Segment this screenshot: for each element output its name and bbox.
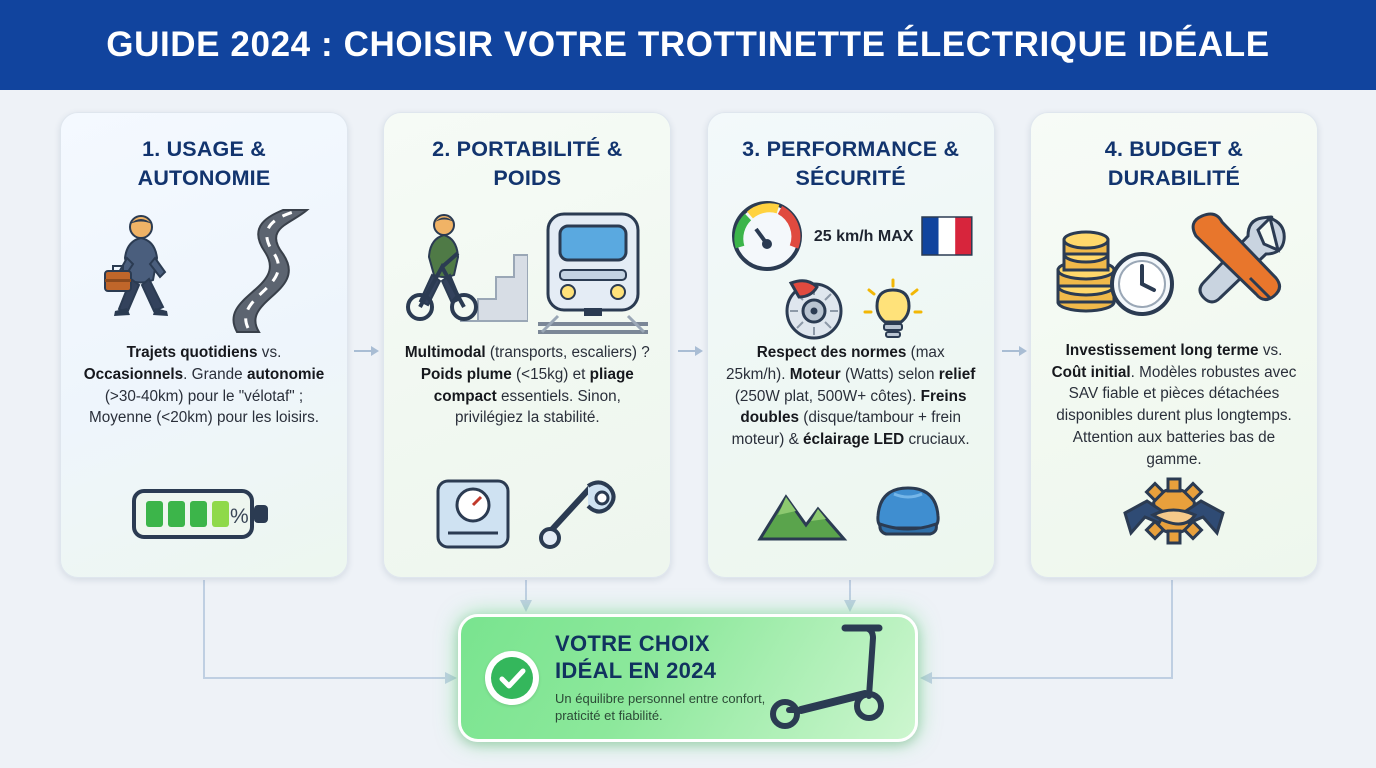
card-footer-icons xyxy=(724,469,978,565)
card-description: Respect des normes (max 25km/h). Moteur (Watts) selon relief (250W plat, 500W+ côtes). Freins doubles (disque/tambour + frein moteur) & éclairage LED cruciaux. xyxy=(725,344,976,449)
card-description: Multimodal (transports, escaliers) ? Poids plume (<15kg) et pliage compact essentiels. Sinon, privilégiez la stabilité. xyxy=(404,344,650,427)
card-description: Investissement long terme vs. Coût initial. Modèles robustes avec SAV fiable et pièces détachées disponibles durent plus longtemps. Attention aux batteries bas de gamme. xyxy=(1051,342,1297,468)
card-portabilite-poids[interactable] xyxy=(383,112,671,578)
card-title: 3. PERFORMANCE & SÉCURITÉ xyxy=(742,137,960,190)
card-footer-icons xyxy=(77,469,331,565)
mountain-icon xyxy=(756,481,848,547)
coins-stack-icon xyxy=(1050,208,1180,332)
person-carrying-scooter-stairs-icon xyxy=(402,209,528,333)
card-illustration xyxy=(400,200,654,342)
french-flag-icon xyxy=(921,216,973,256)
wrench-screwdriver-icon xyxy=(1186,210,1298,330)
commuter-walking-icon xyxy=(97,211,193,331)
speed-limit-label: 25 km/h MAX xyxy=(813,227,914,245)
card-budget-durabilite[interactable] xyxy=(1030,112,1318,578)
card-illustration xyxy=(77,200,331,342)
header-banner xyxy=(0,0,1376,90)
card-illustration xyxy=(1047,200,1301,340)
card-footer-icons xyxy=(400,469,654,565)
card-usage-autonomie[interactable] xyxy=(60,112,348,578)
folding-scooter-icon xyxy=(536,474,622,554)
battery-percent-icon xyxy=(130,481,278,547)
card-title: 1. USAGE & AUTONOMIE xyxy=(137,137,271,190)
result-title: VOTRE CHOIX IDÉAL EN 2024 xyxy=(555,631,717,683)
train-icon xyxy=(534,208,652,334)
brake-disc-icon xyxy=(779,277,849,343)
handshake-gear-icon xyxy=(1119,475,1229,555)
speed-gauge-icon xyxy=(728,199,806,273)
svg-text:%: % xyxy=(230,505,249,528)
card-description: Trajets quotidiens vs. Occasionnels. Grande autonomie (>30-40km) pour le "vélotaf" ; Moyenne (<20km) pour les loisirs. xyxy=(83,344,325,427)
page-title: GUIDE 2024 : CHOISIR VOTRE TROTTINETTE ÉLECTRIQUE IDÉALE xyxy=(106,25,1270,64)
led-bulb-icon xyxy=(863,278,923,342)
winding-road-icon xyxy=(199,208,311,334)
weight-scale-icon xyxy=(432,473,514,555)
result-subtitle: Un équilibre personnel entre confort, praticité et fiabilité. xyxy=(555,691,766,723)
electric-scooter-icon xyxy=(767,620,893,737)
card-performance-securite[interactable] xyxy=(707,112,995,578)
card-illustration xyxy=(724,200,978,342)
flow-arrow-3 xyxy=(1002,344,1028,358)
card-title: 4. BUDGET & DURABILITÉ xyxy=(1104,137,1244,190)
flow-arrow-2 xyxy=(678,344,704,358)
helmet-icon xyxy=(870,480,946,548)
flow-arrow-1 xyxy=(354,344,380,358)
result-callout[interactable] xyxy=(458,614,918,742)
card-title: 2. PORTABILITÉ & POIDS xyxy=(432,137,623,190)
check-circle-icon xyxy=(485,651,539,705)
card-footer-icons xyxy=(1047,470,1301,565)
